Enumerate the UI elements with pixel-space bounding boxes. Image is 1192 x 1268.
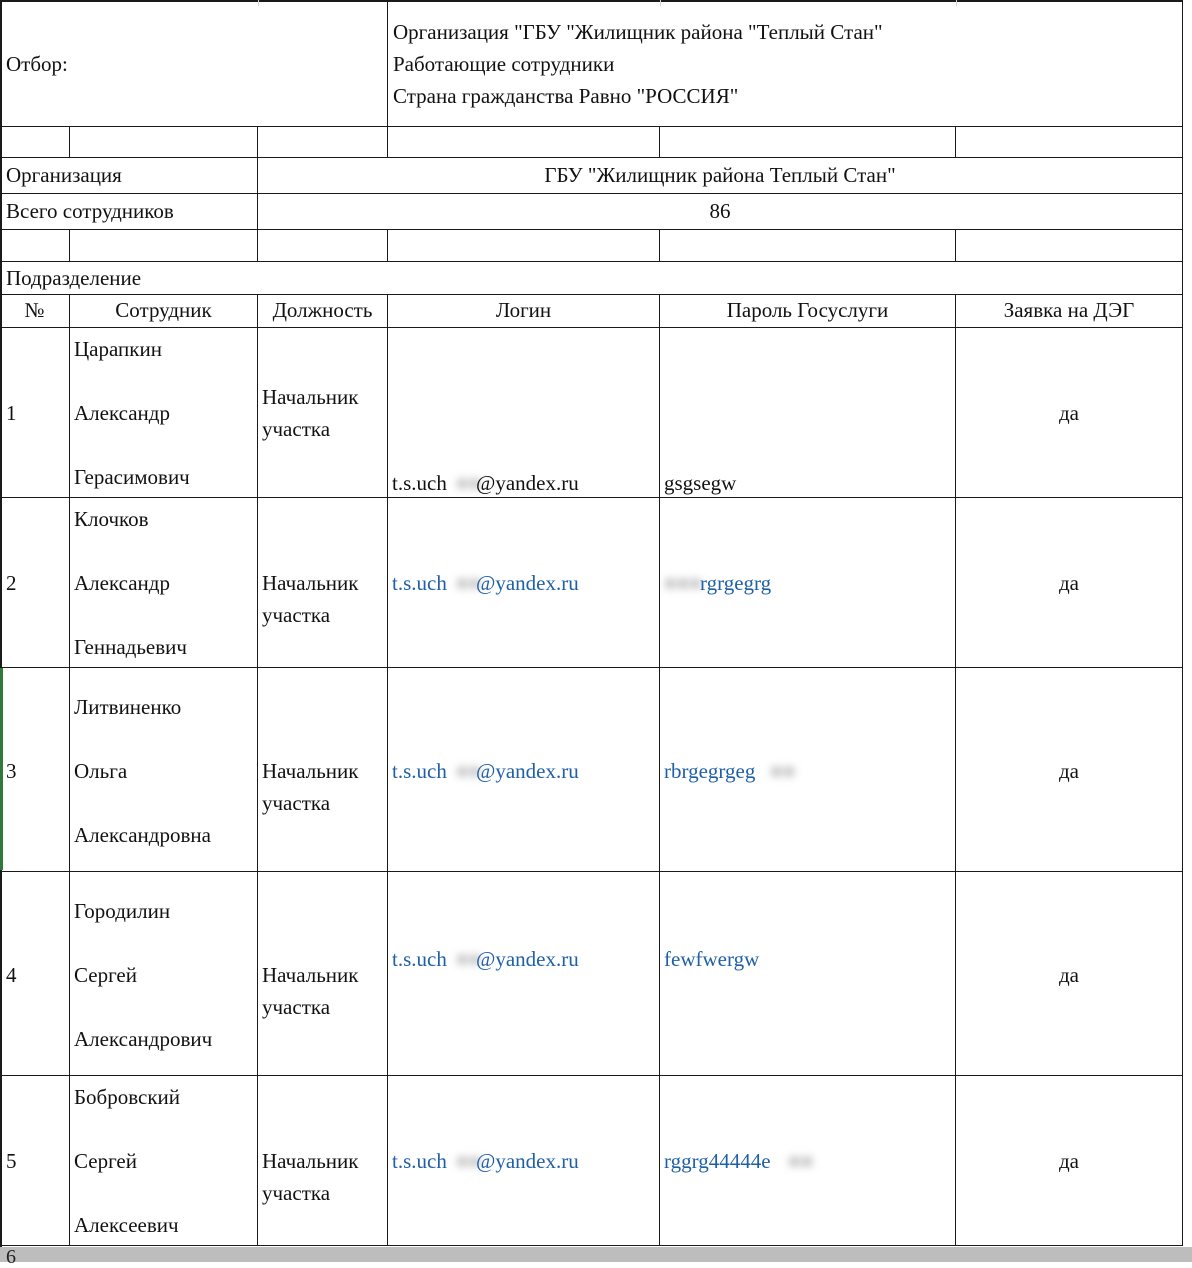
empty-cell[interactable]	[70, 127, 258, 158]
redacted-block: ■■	[456, 947, 482, 971]
table-row-4-login[interactable]	[388, 872, 660, 1076]
login-domain: @yandex.ru	[476, 471, 579, 495]
position-line: участка	[262, 1181, 331, 1205]
employee-surname: Бобровский	[74, 1085, 181, 1109]
table-row-2-num[interactable]	[0, 498, 70, 668]
header-label: Логин	[495, 298, 552, 322]
table-row-2-password[interactable]	[660, 498, 956, 668]
request-value: да	[1058, 963, 1079, 987]
position-line: участка	[262, 995, 331, 1019]
header-label: Пароль Госуслуги	[726, 298, 889, 322]
header-employee[interactable]	[70, 295, 258, 328]
employee-patronymic: Герасимович	[74, 465, 190, 489]
login-prefix[interactable]: t.s.uch	[392, 947, 447, 971]
header-label: Сотрудник	[115, 298, 212, 322]
table-row-5-num[interactable]	[0, 1076, 70, 1246]
header-position[interactable]	[258, 295, 388, 328]
table-row-4-request[interactable]	[956, 872, 1183, 1076]
login-domain[interactable]: @yandex.ru	[476, 571, 579, 595]
table-row-5-request[interactable]	[956, 1076, 1183, 1246]
employee-patronymic: Александровна	[74, 823, 211, 847]
login-prefix[interactable]: t.s.uch	[392, 571, 447, 595]
row-selection-marker	[0, 668, 3, 870]
table-row-5-password[interactable]	[660, 1076, 956, 1246]
empty-cell[interactable]	[660, 230, 956, 262]
row-number: 3	[6, 759, 17, 783]
table-row-3-request[interactable]	[956, 668, 1183, 872]
table-row-5-employee[interactable]	[70, 1076, 258, 1246]
password-value[interactable]: rgrgegrg	[700, 571, 772, 595]
table-row-4-position[interactable]	[258, 872, 388, 1076]
header-request[interactable]	[956, 295, 1183, 328]
position-line: участка	[262, 791, 331, 815]
table-row-3-password[interactable]	[660, 668, 956, 872]
table-row-2-request[interactable]	[956, 498, 1183, 668]
password-value[interactable]: rggrg44444e	[664, 1149, 771, 1173]
table-row-4-password[interactable]	[660, 872, 956, 1076]
login-prefix[interactable]: t.s.uch	[392, 1149, 447, 1173]
employee-surname: Царапкин	[74, 337, 162, 361]
employee-patronymic: Александрович	[74, 1027, 213, 1051]
position-line: Начальник	[262, 1149, 359, 1173]
table-row-3-num[interactable]	[0, 668, 70, 872]
section-label: Подразделение	[6, 266, 142, 290]
table-row-3-employee[interactable]	[70, 668, 258, 872]
header-password[interactable]	[660, 295, 956, 328]
org-value: ГБУ "Жилищник района Теплый Стан"	[544, 163, 896, 187]
password-value[interactable]: rbrgegrgeg	[664, 759, 756, 783]
filter-line-employees: Работающие сотрудники	[393, 52, 615, 76]
total-label: Всего сотрудников	[6, 199, 174, 223]
position-line: Начальник	[262, 385, 359, 409]
empty-cell[interactable]	[388, 127, 660, 158]
empty-cell[interactable]	[956, 127, 1183, 158]
table-row-1-request[interactable]	[956, 328, 1183, 498]
request-value: да	[1058, 759, 1079, 783]
table-row-1-num[interactable]	[0, 328, 70, 498]
table-row-5-login[interactable]	[388, 1076, 660, 1246]
row-number: 2	[6, 571, 17, 595]
login-prefix: t.s.uch	[392, 471, 447, 495]
row-number: 5	[6, 1149, 17, 1173]
employee-firstname: Сергей	[74, 963, 137, 987]
filter-line-citizenship: Страна гражданства Равно "РОССИЯ"	[393, 84, 739, 108]
redacted-block: ■■	[456, 471, 482, 495]
empty-cell[interactable]	[0, 127, 70, 158]
header-login[interactable]	[388, 295, 660, 328]
request-value: да	[1058, 571, 1079, 595]
filter-label-cell[interactable]	[0, 0, 388, 127]
empty-cell[interactable]	[0, 230, 70, 262]
table-row-2-login[interactable]	[388, 498, 660, 668]
redacted-block: ■■	[770, 759, 796, 783]
employee-surname: Литвиненко	[74, 695, 182, 719]
employee-patronymic: Геннадьевич	[74, 635, 187, 659]
total-label-cell[interactable]	[0, 194, 258, 230]
empty-cell[interactable]	[70, 230, 258, 262]
table-row-2-employee[interactable]	[70, 498, 258, 668]
table-row-4-num[interactable]	[0, 872, 70, 1076]
employee-firstname: Ольга	[74, 759, 128, 783]
header-label: №	[24, 298, 45, 322]
password-value: gsgsegw	[664, 471, 737, 495]
section-label-cell[interactable]	[0, 262, 1183, 295]
request-value: да	[1058, 401, 1079, 425]
position-line: Начальник	[262, 759, 359, 783]
table-row-5-position[interactable]	[258, 1076, 388, 1246]
login-domain[interactable]: @yandex.ru	[476, 759, 579, 783]
row-number: 4	[6, 963, 17, 987]
redacted-block: ■■	[456, 759, 482, 783]
org-label-cell[interactable]	[0, 158, 258, 194]
empty-cell[interactable]	[258, 230, 388, 262]
position-line: Начальник	[262, 571, 359, 595]
empty-cell[interactable]	[388, 230, 660, 262]
employee-patronymic: Алексеевич	[74, 1213, 179, 1237]
table-row-3-position[interactable]	[258, 668, 388, 872]
table-row-3-login[interactable]	[388, 668, 660, 872]
header-label: Должность	[272, 298, 373, 322]
filter-line-organization: Организация "ГБУ "Жилищник района "Теплый Стан"	[393, 20, 883, 44]
login-domain[interactable]: @yandex.ru	[476, 947, 579, 971]
filter-criteria-cell[interactable]	[388, 0, 1183, 127]
header-label: Заявка на ДЭГ	[1003, 298, 1135, 322]
empty-cell[interactable]	[956, 230, 1183, 262]
employee-surname: Клочков	[74, 507, 149, 531]
table-row-1-password[interactable]	[660, 328, 956, 498]
filter-label: Отбор:	[6, 52, 68, 76]
row-number: 1	[6, 401, 17, 425]
empty-cell[interactable]	[258, 127, 388, 158]
request-value: да	[1058, 1149, 1079, 1173]
org-label: Организация	[6, 163, 122, 187]
table-row-2-position[interactable]	[258, 498, 388, 668]
password-value[interactable]: fewfwergw	[664, 947, 760, 971]
redacted-block: ■■■	[664, 571, 703, 595]
org-value-cell[interactable]	[258, 158, 1183, 194]
position-line: Начальник	[262, 963, 359, 987]
next-row-number: 6	[6, 1246, 16, 1268]
header-num[interactable]	[0, 295, 70, 328]
redacted-block: ■■	[456, 1149, 482, 1173]
position-line: участка	[262, 417, 331, 441]
position-line: участка	[262, 603, 331, 627]
table-row-4-employee[interactable]	[70, 872, 258, 1076]
employee-firstname: Александр	[74, 401, 170, 425]
employee-firstname: Александр	[74, 571, 170, 595]
redacted-block: ■■	[788, 1149, 814, 1173]
total-value: 86	[709, 199, 731, 223]
table-row-1-position[interactable]	[258, 328, 388, 498]
login-prefix[interactable]: t.s.uch	[392, 759, 447, 783]
employee-surname: Городилин	[74, 899, 171, 923]
login-domain[interactable]: @yandex.ru	[476, 1149, 579, 1173]
empty-cell[interactable]	[660, 127, 956, 158]
employee-firstname: Сергей	[74, 1149, 137, 1173]
table-row-1-login[interactable]	[388, 328, 660, 498]
redacted-block: ■■	[456, 571, 482, 595]
next-row-partial	[0, 1246, 1192, 1268]
table-row-1-employee[interactable]	[70, 328, 258, 498]
total-value-cell[interactable]	[258, 194, 1183, 230]
